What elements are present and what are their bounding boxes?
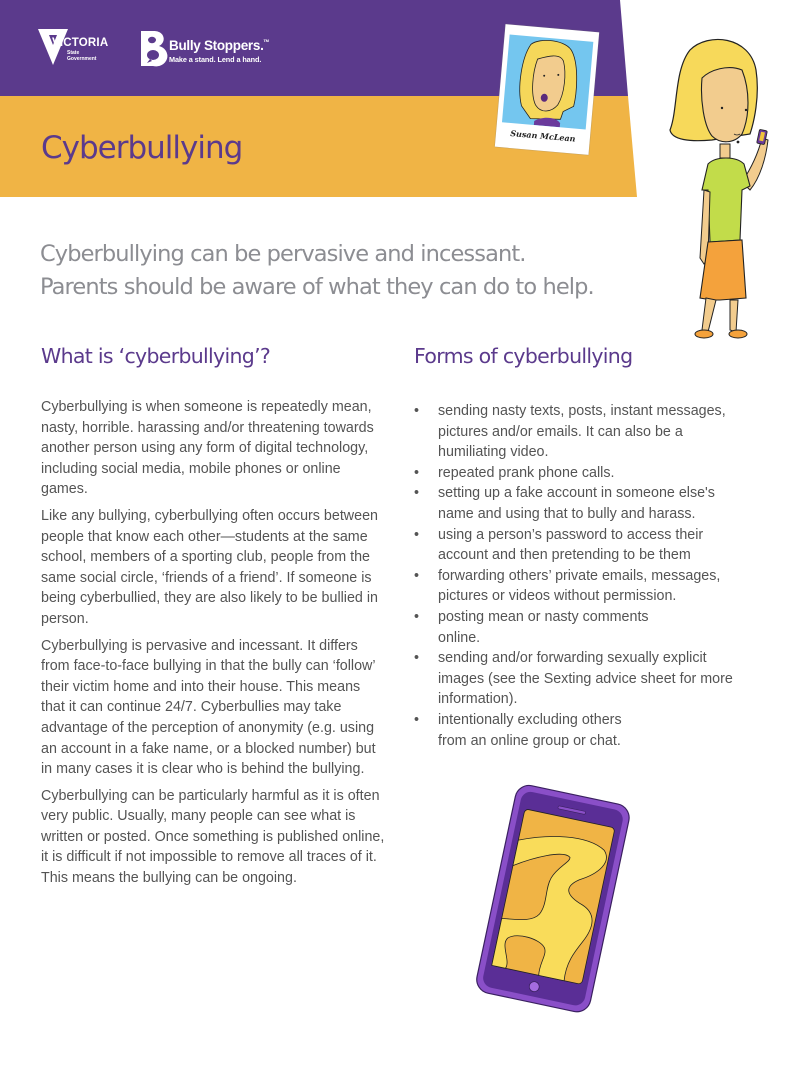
list-item (414, 710, 654, 751)
trademark: TM (263, 38, 269, 43)
intro-line-1: Cyberbullying can be pervasive and incessant. (40, 241, 526, 267)
bully-stoppers-tagline: Make a stand. Lend a hand. (169, 55, 262, 64)
list-item-text: intentionally excluding others from an online group or chat. (438, 711, 622, 749)
list-item (414, 566, 754, 607)
list-item (414, 607, 674, 648)
bullet: • (414, 464, 420, 481)
paragraph: Cyberbullying can be particularly harmful as it is often very public. Usually, many people can see what is written or posted. Once something is published online, it is difficult if not impossible to remove all traces of it. This means the bullying can be ongoing. (41, 787, 385, 887)
bullet: • (414, 526, 420, 543)
bullet: • (414, 650, 420, 667)
bullet: • (414, 711, 420, 728)
paragraph: Cyberbullying is when someone is repeatedly mean, nasty, horrible. harassing and/or threatening towards another person using any form of digital technology, including social media, mobile phones or online games. (41, 399, 374, 498)
paragraph: Cyberbullying is pervasive and incessant. It differs from face-to-face bullying in that the bully can ‘follow’ their victim home and into their house. This means that it can continue 24/7. Cyberbullies may take advantage of the perception of anonymity (e.g. using an account in a fake name, or a blocked number) but in many cases it is clear who is behind the bullying. (41, 637, 376, 778)
bullet: • (414, 403, 420, 419)
victoria-sub-line2: Government (67, 55, 97, 62)
victoria-sub-line1: State (67, 50, 80, 56)
polaroid-caption: Susan McLean (509, 127, 576, 144)
list-item-text: sending nasty texts, posts, instant messages, pictures and/or emails. It can also be a humiliating video. (438, 403, 726, 461)
list-item (414, 483, 744, 524)
list-item (414, 525, 744, 566)
page-title: Cyberbullying (41, 130, 243, 166)
susan-mclean-portrait (502, 35, 593, 130)
victoria-logo-text: VICTORIA (52, 37, 109, 49)
bullet: • (414, 567, 420, 584)
forms-of-cyberbullying-list (414, 401, 774, 751)
list-item (414, 463, 754, 484)
bully-stoppers-name: Bully Stoppers. (169, 38, 264, 53)
smartphone-illustration (465, 778, 635, 1018)
bully-stoppers-logo-text (169, 38, 269, 53)
bullet: • (414, 608, 420, 625)
list-item (414, 401, 754, 463)
intro-line-2: Parents should be aware of what they can do to help. (40, 274, 594, 300)
bully-stoppers-b-icon (138, 30, 168, 67)
list-item-text: forwarding others’ private emails, messages, pictures or videos without permission. (438, 567, 721, 605)
what-is-cyberbullying-heading: What is ‘cyberbullying’? (41, 344, 271, 368)
list-item-text: repeated prank phone calls. (438, 464, 615, 481)
list-item-text: sending and/or forwarding sexually explicit images (see the Sexting advice sheet for more information). (438, 650, 733, 708)
paragraph: Like any bullying, cyberbullying often occurs between people that know each other—students at the same school, members of a sporting club, people from the same social circle, ‘friends of a friend’. If someone is being cyberbullied, they are also likely to be bullied in person. (41, 507, 378, 627)
bullet: • (414, 485, 420, 502)
victoria-logo-subtext (67, 51, 96, 62)
intro-text (40, 238, 680, 304)
list-item (414, 648, 754, 710)
what-is-cyberbullying-section (41, 397, 386, 895)
forms-of-cyberbullying-heading: Forms of cyberbullying (414, 344, 633, 368)
list-item-text: posting mean or nasty comments online. (438, 608, 649, 646)
list-item-text: using a person’s password to access their account and then pretending to be them (438, 526, 704, 564)
polaroid-photo (495, 24, 599, 155)
list-item-text: setting up a fake account in someone else's name and using that to bully and harass. (438, 485, 715, 522)
